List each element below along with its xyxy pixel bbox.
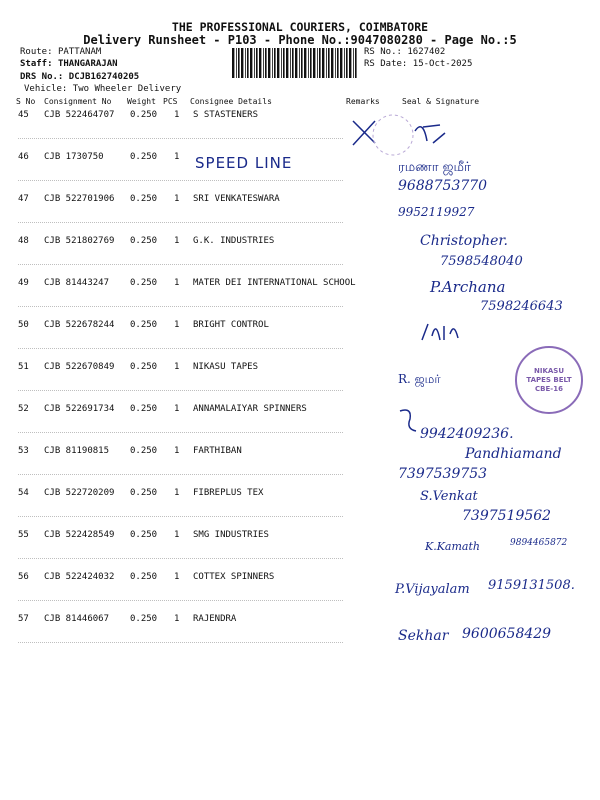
table-row: [0, 530, 600, 572]
rs-no-value: 1627402: [407, 47, 446, 57]
vehicle-label: Vehicle:: [24, 84, 68, 94]
row-pcs: 1: [174, 194, 180, 204]
row-weight: 0.250: [130, 446, 158, 456]
rs-date-label: RS Date:: [364, 59, 408, 69]
row-pcs: 1: [174, 110, 180, 120]
k-signature-55: K.Kamath: [425, 540, 480, 553]
row-divider: [18, 180, 343, 181]
table-row: [0, 320, 600, 362]
row-sno: 45: [18, 110, 29, 120]
row-sno: 56: [18, 572, 29, 582]
row-pcs: 1: [174, 152, 180, 162]
row-divider: [18, 432, 343, 433]
row-divider: [18, 558, 343, 559]
phone-48: 7598548040: [440, 254, 523, 269]
route-value: PATTANAM: [57, 47, 102, 57]
row-divider: [18, 474, 343, 475]
phone-47: 9952119927: [398, 205, 475, 219]
row-weight: 0.250: [130, 110, 158, 120]
row-weight: 0.250: [130, 362, 158, 372]
row-consignment-no: CJB 522701906: [44, 194, 115, 204]
row-weight: 0.250: [130, 236, 158, 246]
s-signature-54: S.Venkat: [420, 489, 478, 504]
row-pcs: 1: [174, 362, 180, 372]
row-pcs: 1: [174, 446, 180, 456]
row-consignment-no: CJB 81443247: [44, 278, 110, 288]
row-weight: 0.250: [130, 572, 158, 582]
sekhar-signature: Sekhar: [398, 628, 449, 644]
row-divider: [18, 516, 343, 517]
staff-value: THANGARAJAN: [57, 59, 118, 69]
row-weight: 0.250: [130, 530, 158, 540]
row-pcs: 1: [174, 404, 180, 414]
vehicle-value: Two Wheeler Delivery: [72, 84, 182, 94]
drs-line: [20, 72, 139, 82]
phone-49: 7598246643: [480, 299, 563, 314]
col-consignee-header: Consignee Details: [190, 97, 272, 106]
col-sno-header: S No: [16, 97, 36, 106]
row-sno: 53: [18, 446, 29, 456]
row-pcs: 1: [174, 278, 180, 288]
christopher-signature: Christopher.: [420, 233, 509, 249]
rs-date-value: 15-Oct-2025: [412, 59, 473, 69]
row-pcs: 1: [174, 320, 180, 330]
row-consignment-no: CJB 522720209: [44, 488, 115, 498]
row-sno: 50: [18, 320, 29, 330]
row-consignee: ANNAMALAIYAR SPINNERS: [193, 404, 307, 414]
row-divider: [18, 390, 343, 391]
row-weight: 0.250: [130, 278, 158, 288]
vijayalam-signature: P.Vijayalam: [395, 582, 470, 597]
row-divider: [18, 264, 343, 265]
row-consignment-no: CJB 1730750: [44, 152, 104, 162]
phone-54: 7397519562: [462, 508, 552, 524]
stamp-text: NIKASU TAPES BELT CBE-16: [526, 366, 572, 393]
row-consignee: G.K. INDUSTRIES: [193, 236, 275, 246]
tamil-signature-46: ரமணா ஜமீர்: [398, 160, 471, 175]
signature-50: [418, 310, 468, 350]
row-consignment-no: CJB 522691734: [44, 404, 115, 414]
row-sno: 54: [18, 488, 29, 498]
row-weight: 0.250: [130, 488, 158, 498]
row-consignment-no: CJB 522464707: [44, 110, 115, 120]
r-signature-51: R. ஜமர்: [398, 372, 441, 386]
row-weight: 0.250: [130, 404, 158, 414]
speed-line-handwriting: SPEED LINE: [195, 154, 293, 172]
row-weight: 0.250: [130, 320, 158, 330]
row-divider: [18, 222, 343, 223]
row-consignment-no: CJB 522428549: [44, 530, 115, 540]
col-consignment-header: Consignment No: [44, 97, 112, 106]
row-consignee: NIKASU TAPES: [193, 362, 259, 372]
nikasu-tapes-stamp: [515, 346, 583, 414]
row-sno: 49: [18, 278, 29, 288]
drs-value: DCJB162740205: [68, 72, 140, 82]
row-pcs: 1: [174, 572, 180, 582]
row-consignment-no: CJB 522424032: [44, 572, 115, 582]
row-consignment-no: CJB 522678244: [44, 320, 115, 330]
phone-46: 9688753770: [398, 178, 488, 194]
row-consignment-no: CJB 81190815: [44, 446, 110, 456]
col-pcs-header: PCS: [163, 97, 178, 106]
row-consignment-no: CJB 522670849: [44, 362, 115, 372]
phone-56: 9159131508.: [488, 578, 575, 593]
row-consignee: SRI VENKATESWARA: [193, 194, 280, 204]
table-row: [0, 110, 600, 152]
staff-label: Staff:: [20, 59, 53, 69]
row-divider: [18, 306, 343, 307]
row-sno: 46: [18, 152, 29, 162]
col-weight-header: Weight: [127, 97, 156, 106]
row-consignee: RAJENDRA: [193, 614, 237, 624]
col-seal-header: Seal & Signature: [402, 97, 480, 106]
row-consignee: FIBREPLUS TEX: [193, 488, 264, 498]
row-consignment-no: CJB 521802769: [44, 236, 115, 246]
row-sno: 55: [18, 530, 29, 540]
table-row: [0, 152, 600, 194]
row-divider: [18, 642, 343, 643]
rs-no-label: RS No.:: [364, 47, 402, 57]
row-divider: [18, 600, 343, 601]
phone-55: 9894465872: [510, 538, 568, 548]
row-pcs: 1: [174, 488, 180, 498]
col-remarks-header: Remarks: [346, 97, 380, 106]
row-pcs: 1: [174, 614, 180, 624]
row-pcs: 1: [174, 236, 180, 246]
row-consignment-no: CJB 81446067: [44, 614, 110, 624]
phone-53: 7397539753: [398, 466, 488, 482]
row-consignee: FARTHIBAN: [193, 446, 242, 456]
row-consignee: COTTEX SPINNERS: [193, 572, 275, 582]
row-weight: 0.250: [130, 152, 158, 162]
route-label: Route:: [20, 47, 53, 57]
row-sno: 51: [18, 362, 29, 372]
runsheet-subtitle: Delivery Runsheet - P103 - Phone No.:9047080280 - Page No.:5: [83, 33, 517, 47]
rs-date-line: [364, 59, 472, 69]
row-sno: 52: [18, 404, 29, 414]
rs-no-line: [364, 47, 445, 57]
table-row: [0, 362, 600, 404]
row-pcs: 1: [174, 530, 180, 540]
route-line: [20, 47, 101, 57]
row-consignee: MATER DEI INTERNATIONAL SCHOOL: [193, 278, 356, 288]
table-row: [0, 194, 600, 236]
staff-line: [20, 59, 118, 69]
row-consignee: BRIGHT CONTROL: [193, 320, 269, 330]
row-weight: 0.250: [130, 614, 158, 624]
row-weight: 0.250: [130, 194, 158, 204]
pandhi-signature: Pandhiamand: [465, 446, 562, 462]
archana-signature: P.Archana: [430, 278, 506, 296]
phone-52: 9942409236.: [420, 426, 514, 442]
row-divider: [18, 348, 343, 349]
row-consignee: S STASTENERS: [193, 110, 259, 120]
vehicle-line: [24, 84, 181, 94]
barcode-image: [232, 48, 360, 78]
drs-label: DRS No.:: [20, 72, 64, 82]
row-consignee: SMG INDUSTRIES: [193, 530, 269, 540]
row-sno: 57: [18, 614, 29, 624]
row-sno: 48: [18, 236, 29, 246]
company-title: THE PROFESSIONAL COURIERS, COIMBATORE: [171, 20, 429, 34]
row-sno: 47: [18, 194, 29, 204]
phone-57: 9600658429: [462, 626, 552, 642]
row-divider: [18, 138, 343, 139]
